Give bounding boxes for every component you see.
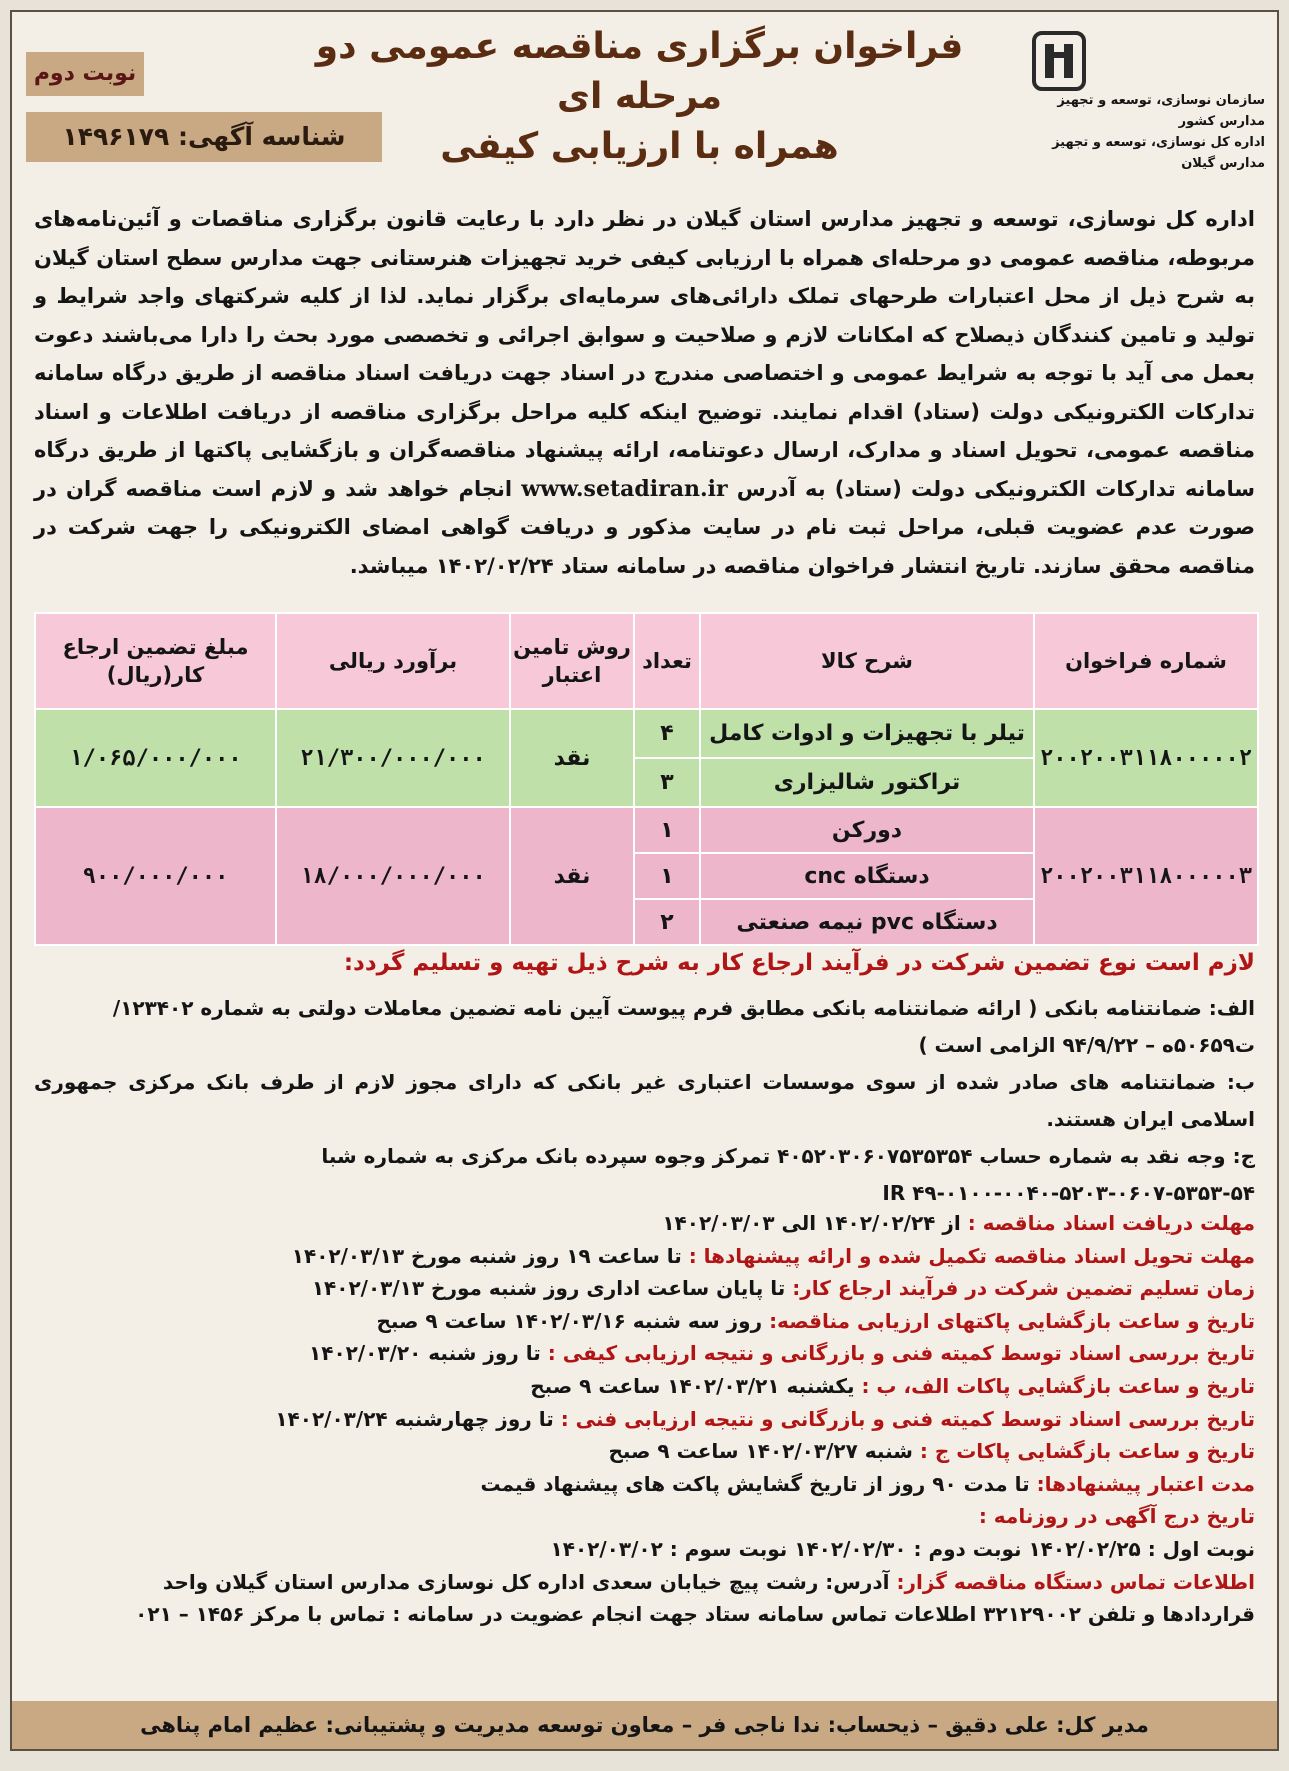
notice-header: [12, 12, 1277, 192]
schedule-value: یکشنبه ۱۴۰۲/۰۳/۲۱ ساعت ۹ صبح: [530, 1373, 855, 1398]
schedule-value: تا ساعت ۱۹ روز شنبه مورخ ۱۴۰۲/۰۳/۱۳: [291, 1243, 682, 1268]
schedule-label: تاریخ و ساعت بازگشایی پاکات ج :: [919, 1439, 1255, 1464]
schedule-row: [34, 1566, 1255, 1599]
title-line-2: همراه با ارزیابی کیفی: [440, 126, 839, 167]
call-number: ۲۰۰۲۰۰۳۱۱۸۰۰۰۰۰۲: [1034, 709, 1258, 807]
guarantee-option-b: ب: ضمانتنامه های صادر شده از سوی موسسات اعتباری غیر بانکی که دارای مجوز لازم از طرف بانک مرکزی جمهوری اسلامی ایران هستند.: [34, 1070, 1255, 1131]
schedule-value: از ۱۴۰۲/۰۲/۲۴ الی ۱۴۰۲/۰۳/۰۳: [662, 1211, 961, 1235]
schedule-value: روز سه شنبه ۱۴۰۲/۰۳/۱۶ ساعت ۹ صبح: [376, 1308, 763, 1333]
table-row: [35, 807, 1258, 853]
website-link[interactable]: www.setadiran.ir: [521, 475, 728, 502]
item-qty: ۱: [634, 807, 700, 853]
schedule-row: [34, 1435, 1255, 1468]
schedule-list: [34, 1207, 1255, 1631]
schedule-label: تاریخ بررسی اسناد توسط کمیته فنی و بازرگانی و نتیجه ارزیابی کیفی :: [547, 1341, 1255, 1366]
call-number: ۲۰۰۲۰۰۳۱۱۸۰۰۰۰۰۳: [1034, 807, 1258, 945]
funding-method: نقد: [510, 709, 634, 807]
intro-paragraph: [34, 200, 1255, 585]
schedule-label: اطلاعات تماس دستگاه مناقصه گزار:: [896, 1569, 1255, 1594]
ad-id-badge: شناسه آگهی: ۱۴۹۶۱۷۹: [26, 112, 382, 162]
schedule-row: [34, 1207, 1255, 1240]
item-qty: ۳: [634, 758, 700, 807]
intro-text-1: اداره کل نوسازی، توسعه و تجهیز مدارس استان گیلان در نظر دارد با رعایت قانون برگزاری مناقصات و آئین‌نامه‌های مربوطه، مناقصه عمومی دو مرحله‌ای همراه با ارزیابی کیفی خرید تجهیزات هنرستانی جهت مدارس سطح استان گیلان به شرح ذیل از محل اعتبارات طرحهای تملک دارائی‌های سرمایه‌ای برگزار نماید. لذا از کلیه شرکتهای واجد شرایط و تولید و تامین کنندگان ذیصلاح که امکانات لازم و صلاحیت و سوابق اجرائی و تخصصی مورد بحث را دارا می‌باشند دعوت بعمل می آید با توجه به شرایط عمومی و اختصاصی مندرج در اسناد جهت دریافت اسناد مناقصه از طریق درگاه سامانه تدارکات الکترونیکی دولت (ستاد) اقدام نمایند. توضیح اینکه کلیه مراحل برگزاری مناقصه از دریافت اطلاعات و اسناد مناقصه عمومی، تحویل اسناد و مدارک، ارسال دعوتنامه، ارائه پیشنهاد مناقصه‌گران و بازگشایی پاکتها از طریق درگاه سامانه تدارکات الکترونیکی دولت (ستاد) به آدرس: [34, 207, 1255, 501]
signatories-footer: مدیر کل: علی دقیق – ذیحساب: ندا ناجی فر – معاون توسعه مدیریت و پشتیبانی: عظیم امام پناهی: [12, 1701, 1277, 1749]
schedule-row: [34, 1240, 1255, 1273]
title-line-1: فراخوان برگزاری مناقصه عمومی دو مرحله ای: [315, 26, 964, 117]
item-qty: ۲: [634, 899, 700, 945]
items-table: [34, 612, 1259, 946]
schedule-label: زمان تسلیم تضمین شرکت در فرآیند ارجاع کار:: [792, 1276, 1255, 1301]
org-line-2: اداره کل نوسازی، توسعه و تجهیز مدارس گیلان: [1052, 135, 1265, 171]
item-desc: تیلر با تجهیزات و ادوات کامل: [700, 709, 1034, 758]
guarantee-heading: لازم است نوع تضمین شرکت در فرآیند ارجاع کار به شرح ذیل تهیه و تسلیم گردد:: [343, 950, 1255, 976]
item-desc: تراکتور شالیزاری: [700, 758, 1034, 807]
estimate-value: ۱۸/۰۰۰/۰۰۰/۰۰۰: [276, 807, 510, 945]
schedule-row: [34, 1337, 1255, 1370]
organization-name: [1050, 90, 1265, 174]
schedule-value: قراردادها و تلفن ۳۲۱۲۹۰۰۲ اطلاعات تماس سامانه ستاد جهت انجام عضویت در سامانه : تماس با مرکز ۱۴۵۶ – ۰۲۱: [135, 1602, 1255, 1627]
schedule-value: نوبت اول : ۱۴۰۲/۰۲/۲۵ نوبت دوم : ۱۴۰۲/۰۲/۳۰ نوبت سوم : ۱۴۰۲/۰۳/۰۲: [550, 1536, 1255, 1561]
header-funding: روش تامین اعتبار: [510, 613, 634, 709]
organization-logo-icon: [1031, 30, 1087, 92]
schedule-label: مدت اعتبار پیشنهادها:: [1036, 1471, 1255, 1496]
schedule-label: مهلت دریافت اسناد مناقصه :: [967, 1211, 1255, 1235]
header-qty: تعداد: [634, 613, 700, 709]
table-header-row: [35, 613, 1258, 709]
schedule-value: تا پایان ساعت اداری روز شنبه مورخ ۱۴۰۲/۰۳/۱۳: [311, 1276, 786, 1301]
guarantee-option-c-2: IR ۴۹-۰۱۰۰-۰۰۴۰-۵۲۰۳-۰۶۰۷-۵۳۵۳-۵۴: [882, 1181, 1255, 1205]
header-item: شرح کالا: [700, 613, 1034, 709]
item-qty: ۴: [634, 709, 700, 758]
schedule-row: [34, 1272, 1255, 1305]
estimate-value: ۲۱/۳۰۰/۰۰۰/۰۰۰: [276, 709, 510, 807]
guarantee-option-a-2: ت۵۰۶۵۹ه – ۹۴/۹/۲۲ الزامی است ): [918, 1033, 1255, 1057]
guarantee-option-a-1: الف: ضمانتنامه بانکی ( ارائه ضمانتنامه بانکی مطابق فرم پیوست آیین نامه تضمین معاملات دولتی به شماره ۱۲۳۴۰۲/: [112, 996, 1255, 1020]
schedule-row: [34, 1598, 1255, 1631]
item-desc: دستگاه pvc نیمه صنعتی: [700, 899, 1034, 945]
schedule-value: شنبه ۱۴۰۲/۰۳/۲۷ ساعت ۹ صبح: [608, 1439, 913, 1464]
header-call-no: شماره فراخوان: [1034, 613, 1258, 709]
guarantee-terms: [34, 990, 1255, 1212]
schedule-row: [34, 1533, 1255, 1566]
header-estimate: برآورد ریالی: [276, 613, 510, 709]
item-desc: دورکن: [700, 807, 1034, 853]
funding-method: نقد: [510, 807, 634, 945]
schedule-label: تاریخ و ساعت بازگشایی پاکات الف، ب :: [861, 1373, 1255, 1398]
schedule-value: تا روز چهارشنبه ۱۴۰۲/۰۳/۲۴: [275, 1406, 554, 1431]
org-line-1: سازمان نوسازی، توسعه و تجهیز مدارس کشور: [1057, 93, 1265, 129]
guarantee-value: ۹۰۰/۰۰۰/۰۰۰: [35, 807, 276, 945]
schedule-row: [34, 1403, 1255, 1436]
schedule-label: تاریخ و ساعت بازگشایی پاکتهای ارزیابی مناقصه:: [769, 1308, 1255, 1333]
round-badge: نوبت دوم: [26, 52, 144, 96]
schedule-row: [34, 1468, 1255, 1501]
schedule-value: آدرس: رشت پیچ خیابان سعدی اداره کل نوسازی مدارس استان گیلان واحد: [162, 1569, 890, 1594]
intro-text-2: انجام خواهد شد و لازم است مناقصه گران در صورت عدم عضویت قبلی، مراحل ثبت نام در سایت مذکور و دریافت گواهی امضای الکترونیکی را جهت شرکت در مناقصه محقق سازند. تاریخ انتشار فراخوان مناقصه در سامانه ستاد ۱۴۰۲/۰۲/۲۴ میباشد.: [34, 476, 1255, 578]
guarantee-value: ۱/۰۶۵/۰۰۰/۰۰۰: [35, 709, 276, 807]
tender-notice: [10, 10, 1279, 1751]
item-desc: دستگاه cnc: [700, 853, 1034, 899]
schedule-value: تا مدت ۹۰ روز از تاریخ گشایش پاکت های پیشنهاد قیمت: [480, 1471, 1030, 1496]
header-guarantee: مبلغ تضمین ارجاع کار(ریال): [35, 613, 276, 709]
item-qty: ۱: [634, 853, 700, 899]
schedule-row: [34, 1370, 1255, 1403]
table-row: [35, 709, 1258, 758]
schedule-label: تاریخ بررسی اسناد توسط کمیته فنی و بازرگانی و نتیجه ارزیابی فنی :: [560, 1406, 1255, 1431]
schedule-row: [34, 1305, 1255, 1338]
schedule-row: [34, 1500, 1255, 1533]
schedule-label: تاریخ درج آگهی در روزنامه :: [978, 1504, 1255, 1529]
guarantee-option-c-1: ج: وجه نقد به شماره حساب ۴۰۵۲۰۳۰۶۰۷۵۳۵۳۵۴ تمرکز وجوه سپرده بانک مرکزی به شماره شبا: [321, 1144, 1255, 1168]
schedule-value: تا روز شنبه ۱۴۰۲/۰۳/۲۰: [309, 1341, 541, 1366]
schedule-label: مهلت تحویل اسناد مناقصه تکمیل شده و ارائه پیشنهادها :: [688, 1243, 1255, 1268]
